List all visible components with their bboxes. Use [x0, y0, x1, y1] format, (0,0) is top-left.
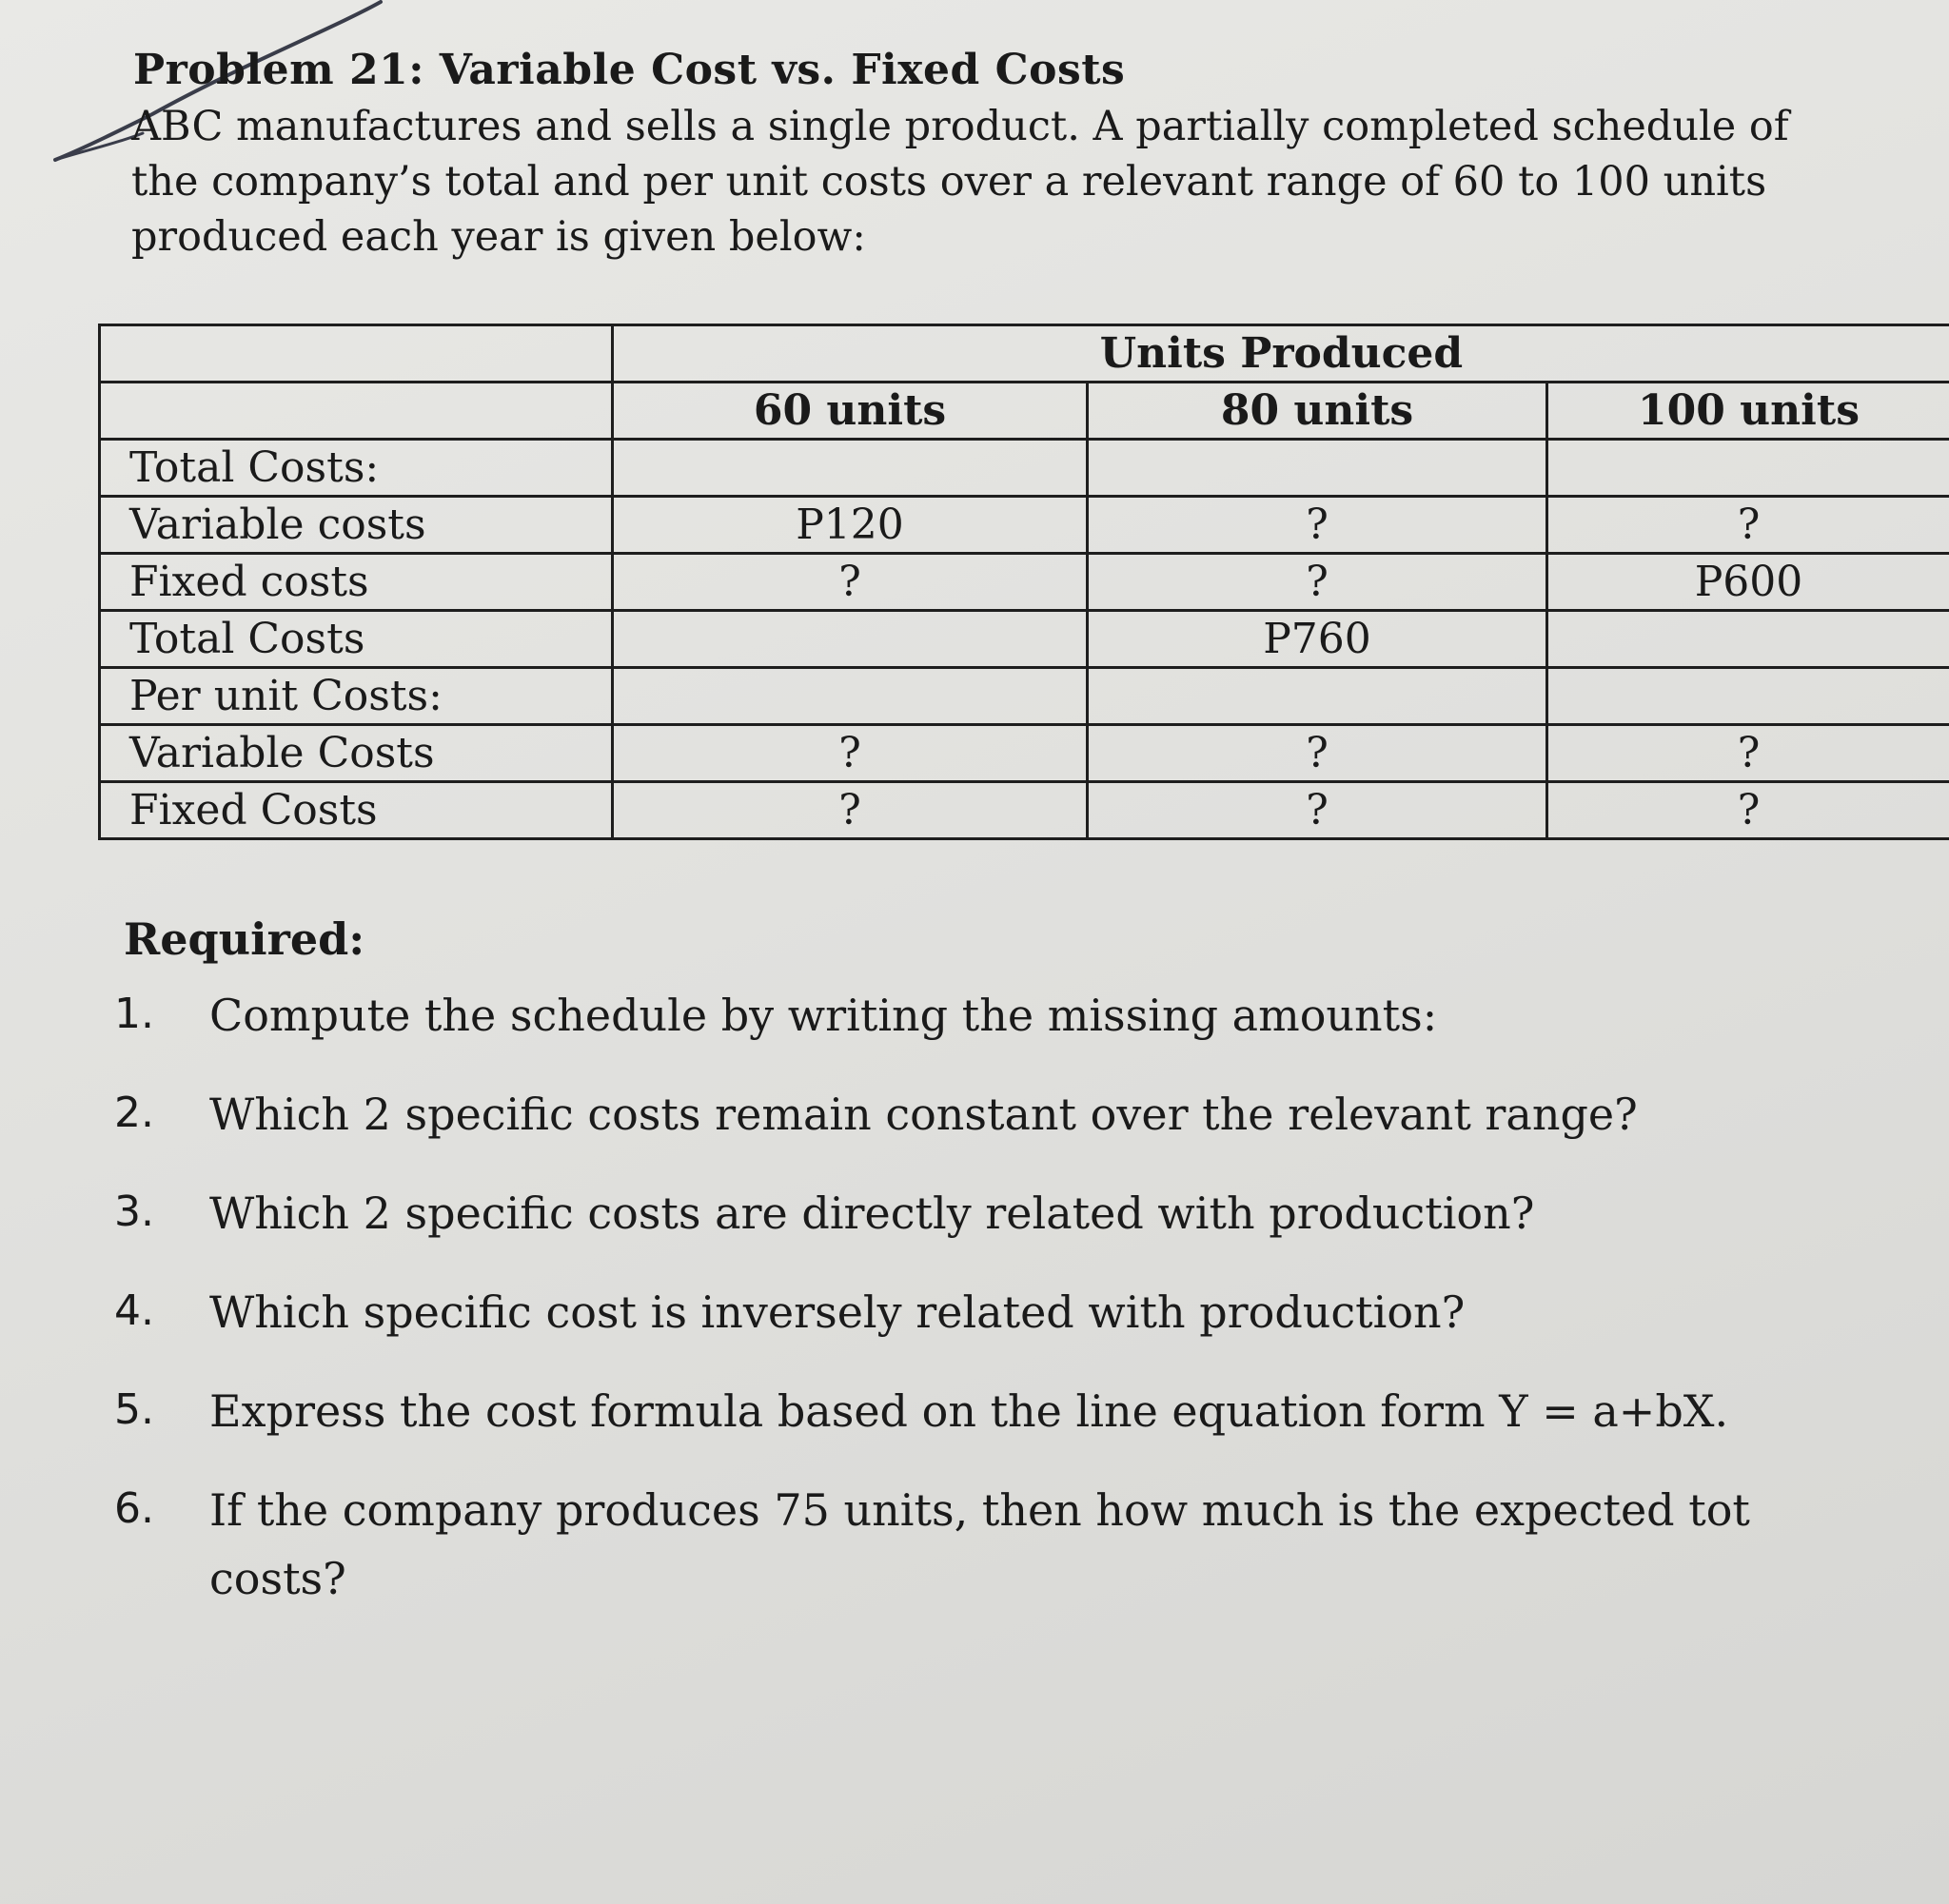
table-row: [100, 668, 1949, 725]
question-text: Compute the schedule by writing the missing amounts:: [209, 990, 1438, 1041]
table-cell: [613, 611, 1088, 668]
problem-title: Problem 21: Variable Cost vs. Fixed Costs: [133, 46, 1126, 94]
list-item: [114, 1484, 1750, 1604]
question-text-block: [209, 1484, 1750, 1604]
table-cell: [1547, 440, 1949, 497]
table-cell: ?: [1547, 725, 1949, 782]
row-label: Per unit Costs:: [100, 668, 613, 725]
cost-schedule-table: [98, 324, 1949, 840]
problem-intro: [131, 99, 1939, 265]
required-questions-list: [114, 990, 1750, 1604]
question-number: 1.: [114, 990, 154, 1038]
question-number: 2.: [114, 1089, 154, 1137]
table-cell: [1088, 668, 1547, 725]
table-cell: [613, 440, 1088, 497]
question-text: Which 2 specific costs remain constant over the relevant range?: [209, 1089, 1638, 1140]
row-label: Fixed costs: [100, 554, 613, 611]
question-text: If the company produces 75 units, then how much is the expected tot: [209, 1484, 1750, 1536]
table-cell: ?: [1088, 554, 1547, 611]
table-cell: ?: [1547, 782, 1949, 839]
empty-header-cell: [100, 383, 613, 440]
table-cell: [1547, 611, 1949, 668]
intro-line: ABC manufactures and sells a single product. A partially completed schedule of: [131, 103, 1789, 150]
row-label: Variable costs: [100, 497, 613, 554]
empty-header-cell: [100, 325, 613, 383]
table-cell: P600: [1547, 554, 1949, 611]
table-cell: ?: [1547, 497, 1949, 554]
row-label: Total Costs:: [100, 440, 613, 497]
table-group-header-row: [100, 325, 1949, 383]
intro-line: the company’s total and per unit costs over a relevant range of 60 to 100 units: [131, 158, 1767, 206]
list-item: [114, 1286, 1750, 1385]
column-header-80-units: 80 units: [1088, 383, 1547, 440]
table-row: [100, 497, 1949, 554]
question-text-continuation: costs?: [209, 1553, 346, 1604]
list-item: [114, 1385, 1750, 1484]
question-number: 6.: [114, 1484, 154, 1533]
intro-line: produced each year is given below:: [131, 213, 866, 261]
row-label: Variable Costs: [100, 725, 613, 782]
table-cell: ?: [613, 782, 1088, 839]
table-row: [100, 782, 1949, 839]
column-header-100-units: 100 units: [1547, 383, 1949, 440]
question-number: 3.: [114, 1188, 154, 1236]
row-label: Fixed Costs: [100, 782, 613, 839]
list-item: [114, 1089, 1750, 1188]
row-label: Total Costs: [100, 611, 613, 668]
units-produced-header: Units Produced: [613, 325, 1949, 383]
table-cell: [1088, 440, 1547, 497]
question-text: Express the cost formula based on the line equation form Y = a+bX.: [209, 1385, 1729, 1437]
column-header-60-units: 60 units: [613, 383, 1088, 440]
table-cell: ?: [1088, 782, 1547, 839]
table-column-header-row: [100, 383, 1949, 440]
required-heading: Required:: [124, 913, 365, 965]
table-cell: [613, 668, 1088, 725]
question-number: 4.: [114, 1286, 154, 1335]
question-number: 5.: [114, 1385, 154, 1434]
list-item: [114, 1188, 1750, 1286]
table-row: [100, 554, 1949, 611]
list-item: [114, 990, 1750, 1089]
table-cell: ?: [613, 725, 1088, 782]
table-cell: ?: [613, 554, 1088, 611]
table-cell: P120: [613, 497, 1088, 554]
table-cell: ?: [1088, 497, 1547, 554]
table-row: [100, 440, 1949, 497]
question-text: Which 2 specific costs are directly related with production?: [209, 1188, 1535, 1239]
table-row: [100, 725, 1949, 782]
table-cell: P760: [1088, 611, 1547, 668]
question-text: Which specific cost is inversely related with production?: [209, 1286, 1466, 1338]
table-cell: ?: [1088, 725, 1547, 782]
table-row: [100, 611, 1949, 668]
table-cell: [1547, 668, 1949, 725]
